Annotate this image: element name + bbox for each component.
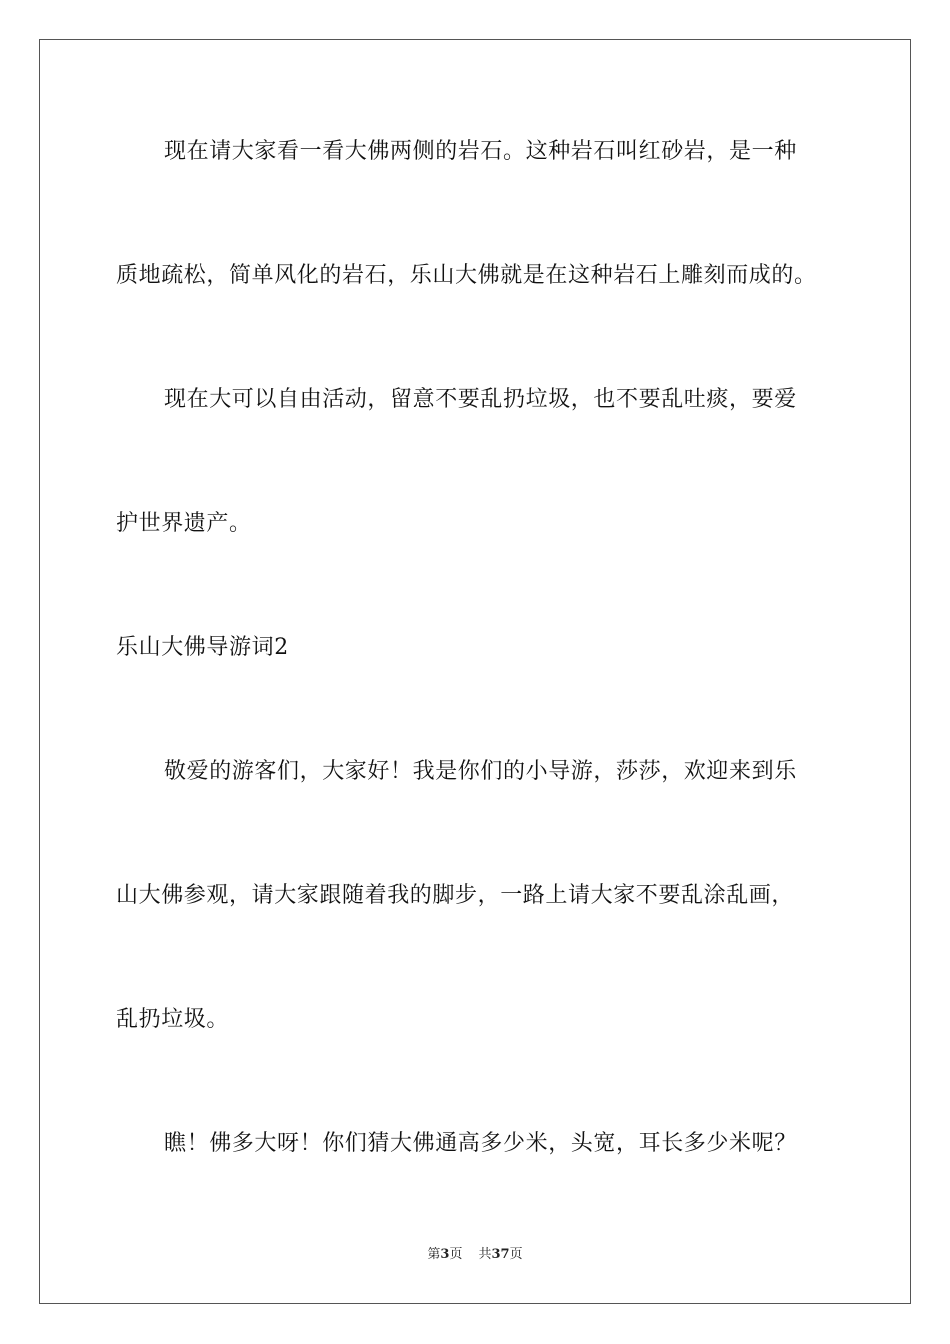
section-heading: 乐山大佛导游词2	[116, 635, 289, 660]
total-prefix: 共	[478, 1247, 492, 1262]
paragraph-4-line-1: 瞧！佛多大呀！你们猜大佛通高多少米，头宽，耳长多少米呢？	[164, 1131, 797, 1156]
paragraph-3-line-2: 山大佛参观，请大家跟随着我的脚步，一路上请大家不要乱涂乱画，	[116, 883, 795, 908]
paragraph-3-line-3: 乱扔垃圾。	[116, 1007, 230, 1032]
paragraph-1-line-1: 现在请大家看一看大佛两侧的岩石。这种岩石叫红砂岩，是一种	[164, 139, 797, 164]
page-number: 3	[440, 1247, 450, 1262]
page-prefix: 第	[427, 1247, 441, 1262]
paragraph-3-line-1: 敬爱的游客们，大家好！我是你们的小导游，莎莎，欢迎来到乐	[164, 759, 797, 784]
page-suffix: 页	[449, 1247, 463, 1262]
page-footer	[0, 1246, 950, 1264]
paragraph-2-line-2: 护世界遗产。	[116, 511, 252, 536]
total-suffix: 页	[509, 1247, 523, 1262]
page-border	[39, 39, 911, 1304]
total-pages: 37	[491, 1247, 510, 1262]
paragraph-1-line-2: 质地疏松，简单风化的岩石，乐山大佛就是在这种岩石上雕刻而成的。	[116, 263, 817, 288]
paragraph-2-line-1: 现在大可以自由活动，留意不要乱扔垃圾，也不要乱吐痰，要爱	[164, 387, 797, 412]
